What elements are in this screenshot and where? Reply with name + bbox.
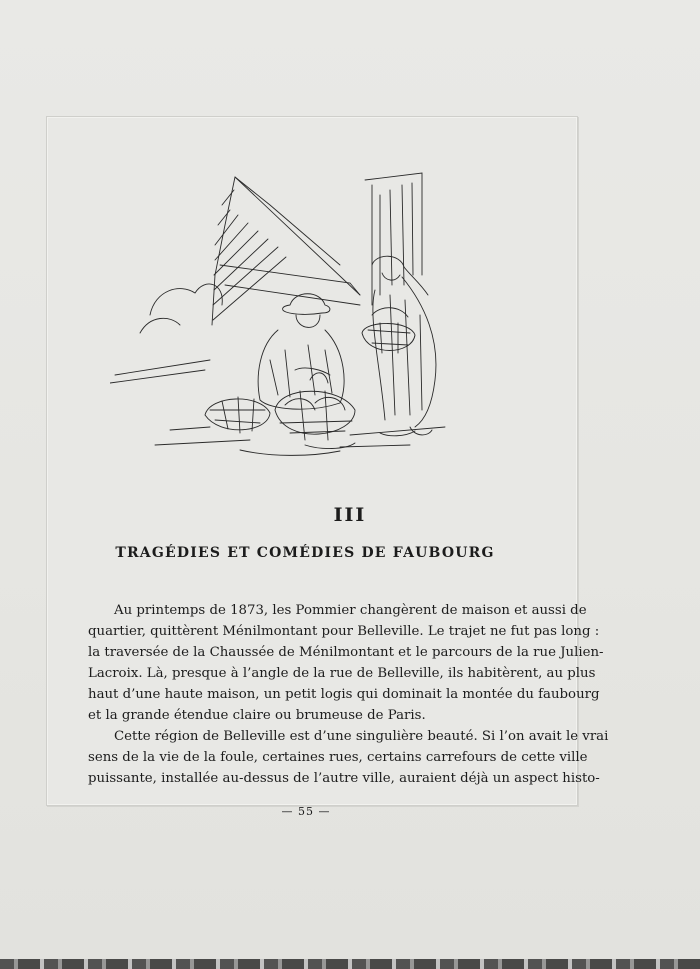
text-line: quartier, quittèrent Ménilmontant pour Belleville. Le trajet ne fut pas long : <box>88 624 600 639</box>
text-line: haut d’une haute maison, un petit logis qui dominait la montée du faubourg <box>88 687 600 702</box>
text-line: puissante, installée au-dessus de l’autre ville, auraient déjà un aspect histo- <box>88 771 600 786</box>
text-line: et la grande étendue claire ou brumeuse de Paris. <box>88 708 426 723</box>
chapter-number: III <box>333 504 367 526</box>
text-line: Cette région de Belleville est d’une singulière beauté. Si l’on avait le vrai <box>114 729 609 744</box>
text-line: la traversée de la Chaussée de Ménilmontant et le parcours de la rue Julien- <box>88 645 604 660</box>
text-line: sens de la vie de la foule, certaines rues, certains carrefours de cette ville <box>88 750 588 765</box>
page-number: — 55 — <box>281 805 331 818</box>
page-bottom-edge <box>0 959 700 969</box>
text-line: Lacroix. Là, presque à l’angle de la rue de Belleville, ils habitèrent, au plus <box>88 666 596 681</box>
body-text <box>88 600 609 789</box>
text-line: Au printemps de 1873, les Pommier changèrent de maison et aussi de <box>114 603 587 618</box>
chapter-title: TRAGÉDIES ET COMÉDIES DE FAUBOURG <box>115 545 495 561</box>
etching-illustration <box>110 165 455 465</box>
